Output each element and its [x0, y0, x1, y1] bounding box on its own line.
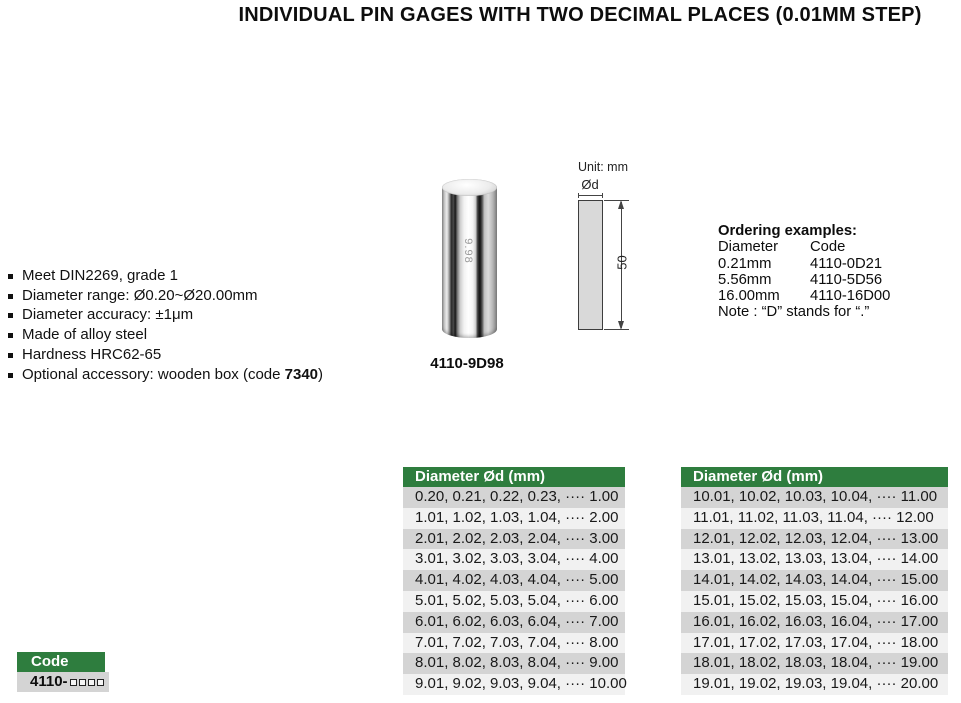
diameter-table-left [403, 467, 625, 695]
code-placeholder-square [70, 679, 77, 686]
table-row: 9.01, 9.02, 9.03, 9.04, ···· 10.00 [403, 674, 625, 695]
pin-drawing-outline [578, 200, 603, 330]
arrow-up-icon [618, 200, 624, 209]
spec-item [8, 305, 408, 325]
pin-gage-top-face [442, 179, 497, 196]
table-row: 17.01, 17.02, 17.03, 17.04, ···· 18.00 [681, 633, 948, 654]
accessory-code: 7340 [284, 365, 319, 383]
pin-engraving: 9.98 [462, 238, 474, 264]
ordering-col-diameter: Diameter [718, 239, 779, 256]
diameter-dim-label: Ød [581, 177, 599, 192]
spec-text: Optional accessory: wooden box (code 7340) [22, 365, 324, 383]
table-row: 15.01, 15.02, 15.03, 15.04, ···· 16.00 [681, 591, 948, 612]
spec-text: Diameter accuracy: ±1μm [22, 306, 194, 324]
table-header: Diameter Ød (mm) [403, 467, 625, 487]
spec-text: Diameter range: Ø0.20~Ø20.00mm [22, 286, 258, 304]
spec-item [8, 365, 408, 385]
code-placeholder-square [79, 679, 86, 686]
spec-text: Hardness HRC62-65 [22, 345, 162, 363]
code-placeholder-square [88, 679, 95, 686]
ordering-title: Ordering examples: [718, 223, 857, 239]
spec-text: Made of alloy steel [22, 326, 148, 344]
table-row: 0.20, 0.21, 0.22, 0.23, ···· 1.00 [403, 487, 625, 508]
ordering-examples [718, 223, 958, 321]
table-row: 18.01, 18.02, 18.03, 18.04, ···· 19.00 [681, 653, 948, 674]
code-box-value [17, 672, 109, 692]
dim-tick [578, 193, 579, 198]
pin-model-label: 4110-9D98 [430, 355, 504, 372]
table-row: 11.01, 11.02, 11.03, 11.04, ···· 12.00 [681, 508, 948, 529]
ordering-col-code: Code [810, 239, 846, 256]
bullet-square-icon [8, 333, 13, 338]
page-title: INDIVIDUAL PIN GAGES WITH TWO DECIMAL PLACES (0.01MM STEP) [238, 4, 922, 26]
ordering-note: Note : “D” stands for “.” [718, 304, 870, 321]
table-row: 13.01, 13.02, 13.03, 13.04, ···· 14.00 [681, 549, 948, 570]
bullet-square-icon [8, 373, 13, 378]
table-row: 4.01, 4.02, 4.03, 4.04, ···· 5.00 [403, 570, 625, 591]
height-dim-label: 50 [614, 255, 630, 270]
spec-item [8, 345, 408, 365]
bullet-square-icon [8, 353, 13, 358]
arrow-down-icon [618, 321, 624, 330]
dim-tick [602, 193, 603, 198]
table-row: 16.01, 16.02, 16.03, 16.04, ···· 17.00 [681, 612, 948, 633]
table-row: 19.01, 19.02, 19.03, 19.04, ···· 20.00 [681, 674, 948, 695]
ordering-header-row [718, 239, 958, 255]
code-placeholder-square [97, 679, 104, 686]
bullet-square-icon [8, 294, 13, 299]
table-row: 2.01, 2.02, 2.03, 2.04, ···· 3.00 [403, 529, 625, 550]
table-header: Diameter Ød (mm) [681, 467, 948, 487]
extension-line [604, 200, 629, 201]
table-row: 14.01, 14.02, 14.03, 14.04, ···· 15.00 [681, 570, 948, 591]
code-prefix: 4110- [30, 673, 68, 690]
table-row: 1.01, 1.02, 1.03, 1.04, ···· 2.00 [403, 508, 625, 529]
table-row: 5.01, 5.02, 5.03, 5.04, ···· 6.00 [403, 591, 625, 612]
code-box-header: Code [17, 652, 105, 672]
spec-bullet-list [8, 266, 408, 384]
spec-item [8, 286, 408, 306]
table-row: 12.01, 12.02, 12.03, 12.04, ···· 13.00 [681, 529, 948, 550]
table-row: 7.01, 7.02, 7.03, 7.04, ···· 8.00 [403, 633, 625, 654]
spec-text: Meet DIN2269, grade 1 [22, 267, 178, 284]
diameter-table-right [681, 467, 948, 695]
spec-item [8, 325, 408, 345]
table-row: 10.01, 10.02, 10.03, 10.04, ···· 11.00 [681, 487, 948, 508]
spec-item [8, 266, 408, 286]
table-row: 6.01, 6.02, 6.03, 6.04, ···· 7.00 [403, 612, 625, 633]
table-row: 8.01, 8.02, 8.03, 8.04, ···· 9.00 [403, 653, 625, 674]
bullet-square-icon [8, 274, 13, 279]
ordering-row: 16.00mm 4110-16D00 [718, 288, 891, 305]
ordering-row: 0.21mm 4110-0D21 [718, 255, 883, 272]
bullet-square-icon [8, 313, 13, 318]
extension-line [604, 329, 629, 330]
unit-label: Unit: mm [578, 160, 628, 174]
table-row: 3.01, 3.02, 3.03, 3.04, ···· 4.00 [403, 549, 625, 570]
ordering-row: 5.56mm 4110-5D56 [718, 271, 883, 288]
diameter-dim-line [578, 195, 603, 196]
